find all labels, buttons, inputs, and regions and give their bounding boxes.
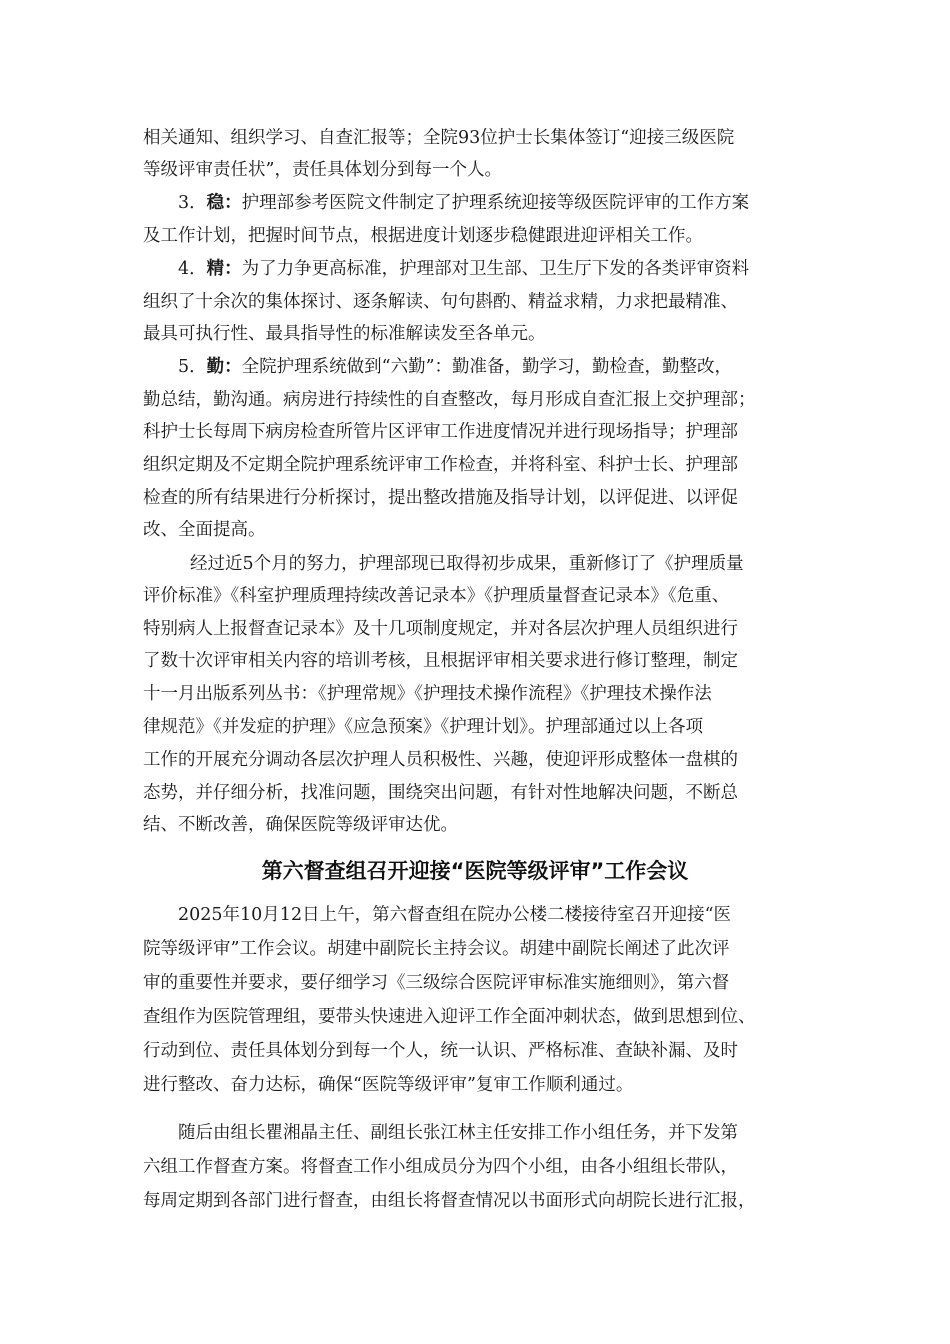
item-3-first-line (178, 191, 749, 215)
item-keyword: 勤： (206, 357, 242, 377)
paragraph-line: 律规范》《并发症的护理》《应急预案》《护理计划》。护理部通过以上各项 (143, 717, 703, 737)
paragraph-line: 相关通知、组织学习、自查汇报等；全院93位护士长集体签订“迎接三级医院 (143, 128, 735, 148)
paragraph-line: 结、不断改善，确保医院等级评审达优。 (143, 815, 458, 835)
paragraph-line: 每周定期到各部门进行督查，由组长将督查情况以书面形式向胡院长进行汇报， (143, 1191, 756, 1211)
paragraph-line: 查组作为医院管理组，要带头快速进入迎评工作全面冲刺状态，做到思想到位、 (143, 1007, 756, 1027)
paragraph-line: 评价标准》《科室护理质理持续改善记录本》《护理质量督查记录本》《危重、 (143, 586, 730, 606)
paragraph-line: 等级评审责任状”，责任具体划分到每一个人。 (143, 160, 502, 180)
section-title: 第六督查组召开迎接“医院等级评审”工作会议 (261, 859, 689, 883)
paragraph-line: 改、全面提高。 (143, 520, 266, 540)
paragraph-line: 十一月出版系列丛书：《护理常规》《护理技术操作流程》《护理技术操作法 (143, 684, 712, 704)
item-number: 5． (178, 357, 207, 377)
item-text: 全院护理系统做到“六勤”：勤准备，勤学习，勤检查，勤整改， (241, 357, 733, 377)
paragraph-line: 经过近5个月的努力，护理部现已取得初步成果，重新修订了《护理质量 (190, 554, 744, 574)
paragraph-line: 态势，并仔细分析，找准问题，围绕突出问题，有针对性地解决问题，不断总 (143, 783, 738, 803)
paragraph-line: 随后由组长瞿湘晶主任、副组长张江林主任安排工作小组任务，并下发第 (178, 1123, 738, 1143)
paragraph-line: 最具可执行性、最具指导性的标准解读发至各单元。 (143, 324, 546, 344)
paragraph-line: 工作的开展充分调动各层次护理人员积极性、兴趣，使迎评形成整体一盘棋的 (143, 750, 738, 770)
paragraph-line: 了数十次评审相关内容的培训考核，且根据评审相关要求进行修订整理，制定 (143, 651, 738, 671)
paragraph-line: 组织定期及不定期全院护理系统评审工作检查，并将科室、科护士长、护理部 (143, 455, 738, 475)
item-number: 3． (178, 193, 207, 213)
paragraph-line: 院等级评审”工作会议。胡建中副院长主持会议。胡建中副院长阐述了此次评 (143, 939, 730, 959)
paragraph-line: 组织了十余次的集体探讨、逐条解读、句句斟酌、精益求精，力求把最精准、 (143, 292, 738, 312)
paragraph-line: 勤总结，勤沟通。病房进行持续性的自查整改，每月形成自查汇报上交护理部； (143, 390, 756, 410)
paragraph-line: 及工作计划，把握时间节点，根据进度计划逐步稳健跟进迎评相关工作。 (143, 226, 703, 246)
paragraph-line: 科护士长每周下病房检查所管片区评审工作进度情况并进行现场指导；护理部 (143, 422, 738, 442)
paragraph-line: 六组工作督查方案。将督查工作小组成员分为四个小组，由各小组组长带队， (143, 1157, 738, 1177)
item-number: 4． (178, 259, 207, 279)
item-text: 为了力争更高标准，护理部对卫生部、卫生厅下发的各类评审资料 (241, 259, 750, 279)
item-5-first-line (178, 355, 732, 379)
item-keyword: 稳： (206, 193, 242, 213)
item-keyword: 精： (206, 259, 242, 279)
paragraph-line: 特别病人上报督查记录本》及十几项制度规定，并对各层次护理人员组织进行 (143, 619, 738, 639)
paragraph-line: 进行整改、奋力达标，确保“医院等级评审”复审工作顺利通过。 (143, 1075, 634, 1095)
paragraph-line: 检查的所有结果进行分析探讨，提出整改措施及指导计划，以评促进、以评促 (143, 488, 738, 508)
paragraph-line: 行动到位、责任具体划分到每一个人，统一认识、严格标准、查缺补漏、及时 (143, 1041, 738, 1061)
item-text: 护理部参考医院文件制定了护理系统迎接等级医院评审的工作方案 (241, 193, 750, 213)
item-4-first-line (178, 257, 749, 281)
paragraph-line: 2025年10月12日上午，第六督查组在院办公楼二楼接待室召开迎接“医 (178, 905, 732, 925)
paragraph-line: 审的重要性并要求，要仔细学习《三级综合医院评审标准实施细则》，第六督 (143, 973, 730, 993)
